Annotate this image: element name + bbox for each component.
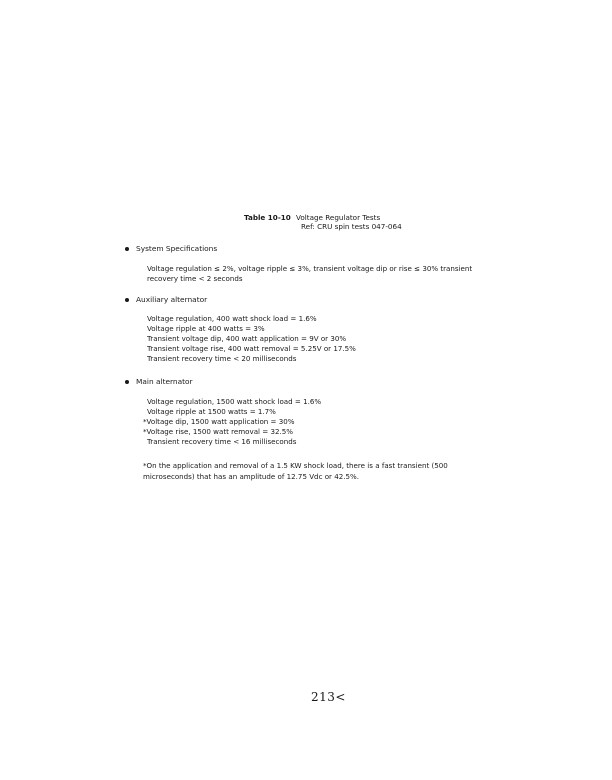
section-heading: Main alternator xyxy=(136,377,193,386)
table-title: Voltage Regulator Tests xyxy=(296,213,381,222)
footnote: *On the application and removal of a 1.5 KW shock load, there is a fast transient (500 microseconds) that has an amplitude of 12.75 Vdc or 42.5%. xyxy=(143,461,448,481)
list-item: Voltage regulation ≤ 2%, voltage ripple ≤ 3%, transient voltage dip or rise ≤ 30% transient recovery time < 2 seconds xyxy=(147,264,473,284)
bullet-icon xyxy=(125,380,129,384)
list-item: Voltage regulation, 400 watt shock load = 1.6% xyxy=(147,314,317,323)
section-main-alternator xyxy=(125,377,193,387)
list-item: Voltage ripple at 400 watts = 3% xyxy=(147,324,265,334)
page-number: 213< xyxy=(311,690,346,704)
list-item: Transient voltage rise, 400 watt removal = 5.25V or 17.5% xyxy=(147,344,356,354)
section-system-specifications xyxy=(125,244,217,254)
table-number: Table 10-10 xyxy=(244,213,291,222)
list-item: *Voltage dip, 1500 watt application = 30% xyxy=(143,417,295,427)
main-alternator-items xyxy=(143,397,322,447)
auxiliary-alternator-items xyxy=(147,314,356,364)
list-item: Transient recovery time < 20 milliseconds xyxy=(147,354,297,364)
table-caption xyxy=(244,213,402,231)
table-reference: Ref: CRU spin tests 047-064 xyxy=(301,222,402,231)
list-item: Voltage regulation, 1500 watt shock load = 1.6% xyxy=(147,397,322,406)
section-heading: System Specifications xyxy=(136,244,218,253)
list-item: Transient recovery time < 16 milliseconds xyxy=(147,437,297,447)
bullet-icon xyxy=(125,247,129,251)
list-item: Transient voltage dip, 400 watt application = 9V or 30% xyxy=(147,334,347,344)
list-item: Voltage ripple at 1500 watts = 1.7% xyxy=(147,407,276,417)
list-item: *Voltage rise, 1500 watt removal = 32.5% xyxy=(143,427,294,437)
bullet-icon xyxy=(125,298,129,302)
system-specifications-items xyxy=(147,264,487,284)
section-heading: Auxiliary alternator xyxy=(136,295,208,304)
section-auxiliary-alternator xyxy=(125,295,207,305)
